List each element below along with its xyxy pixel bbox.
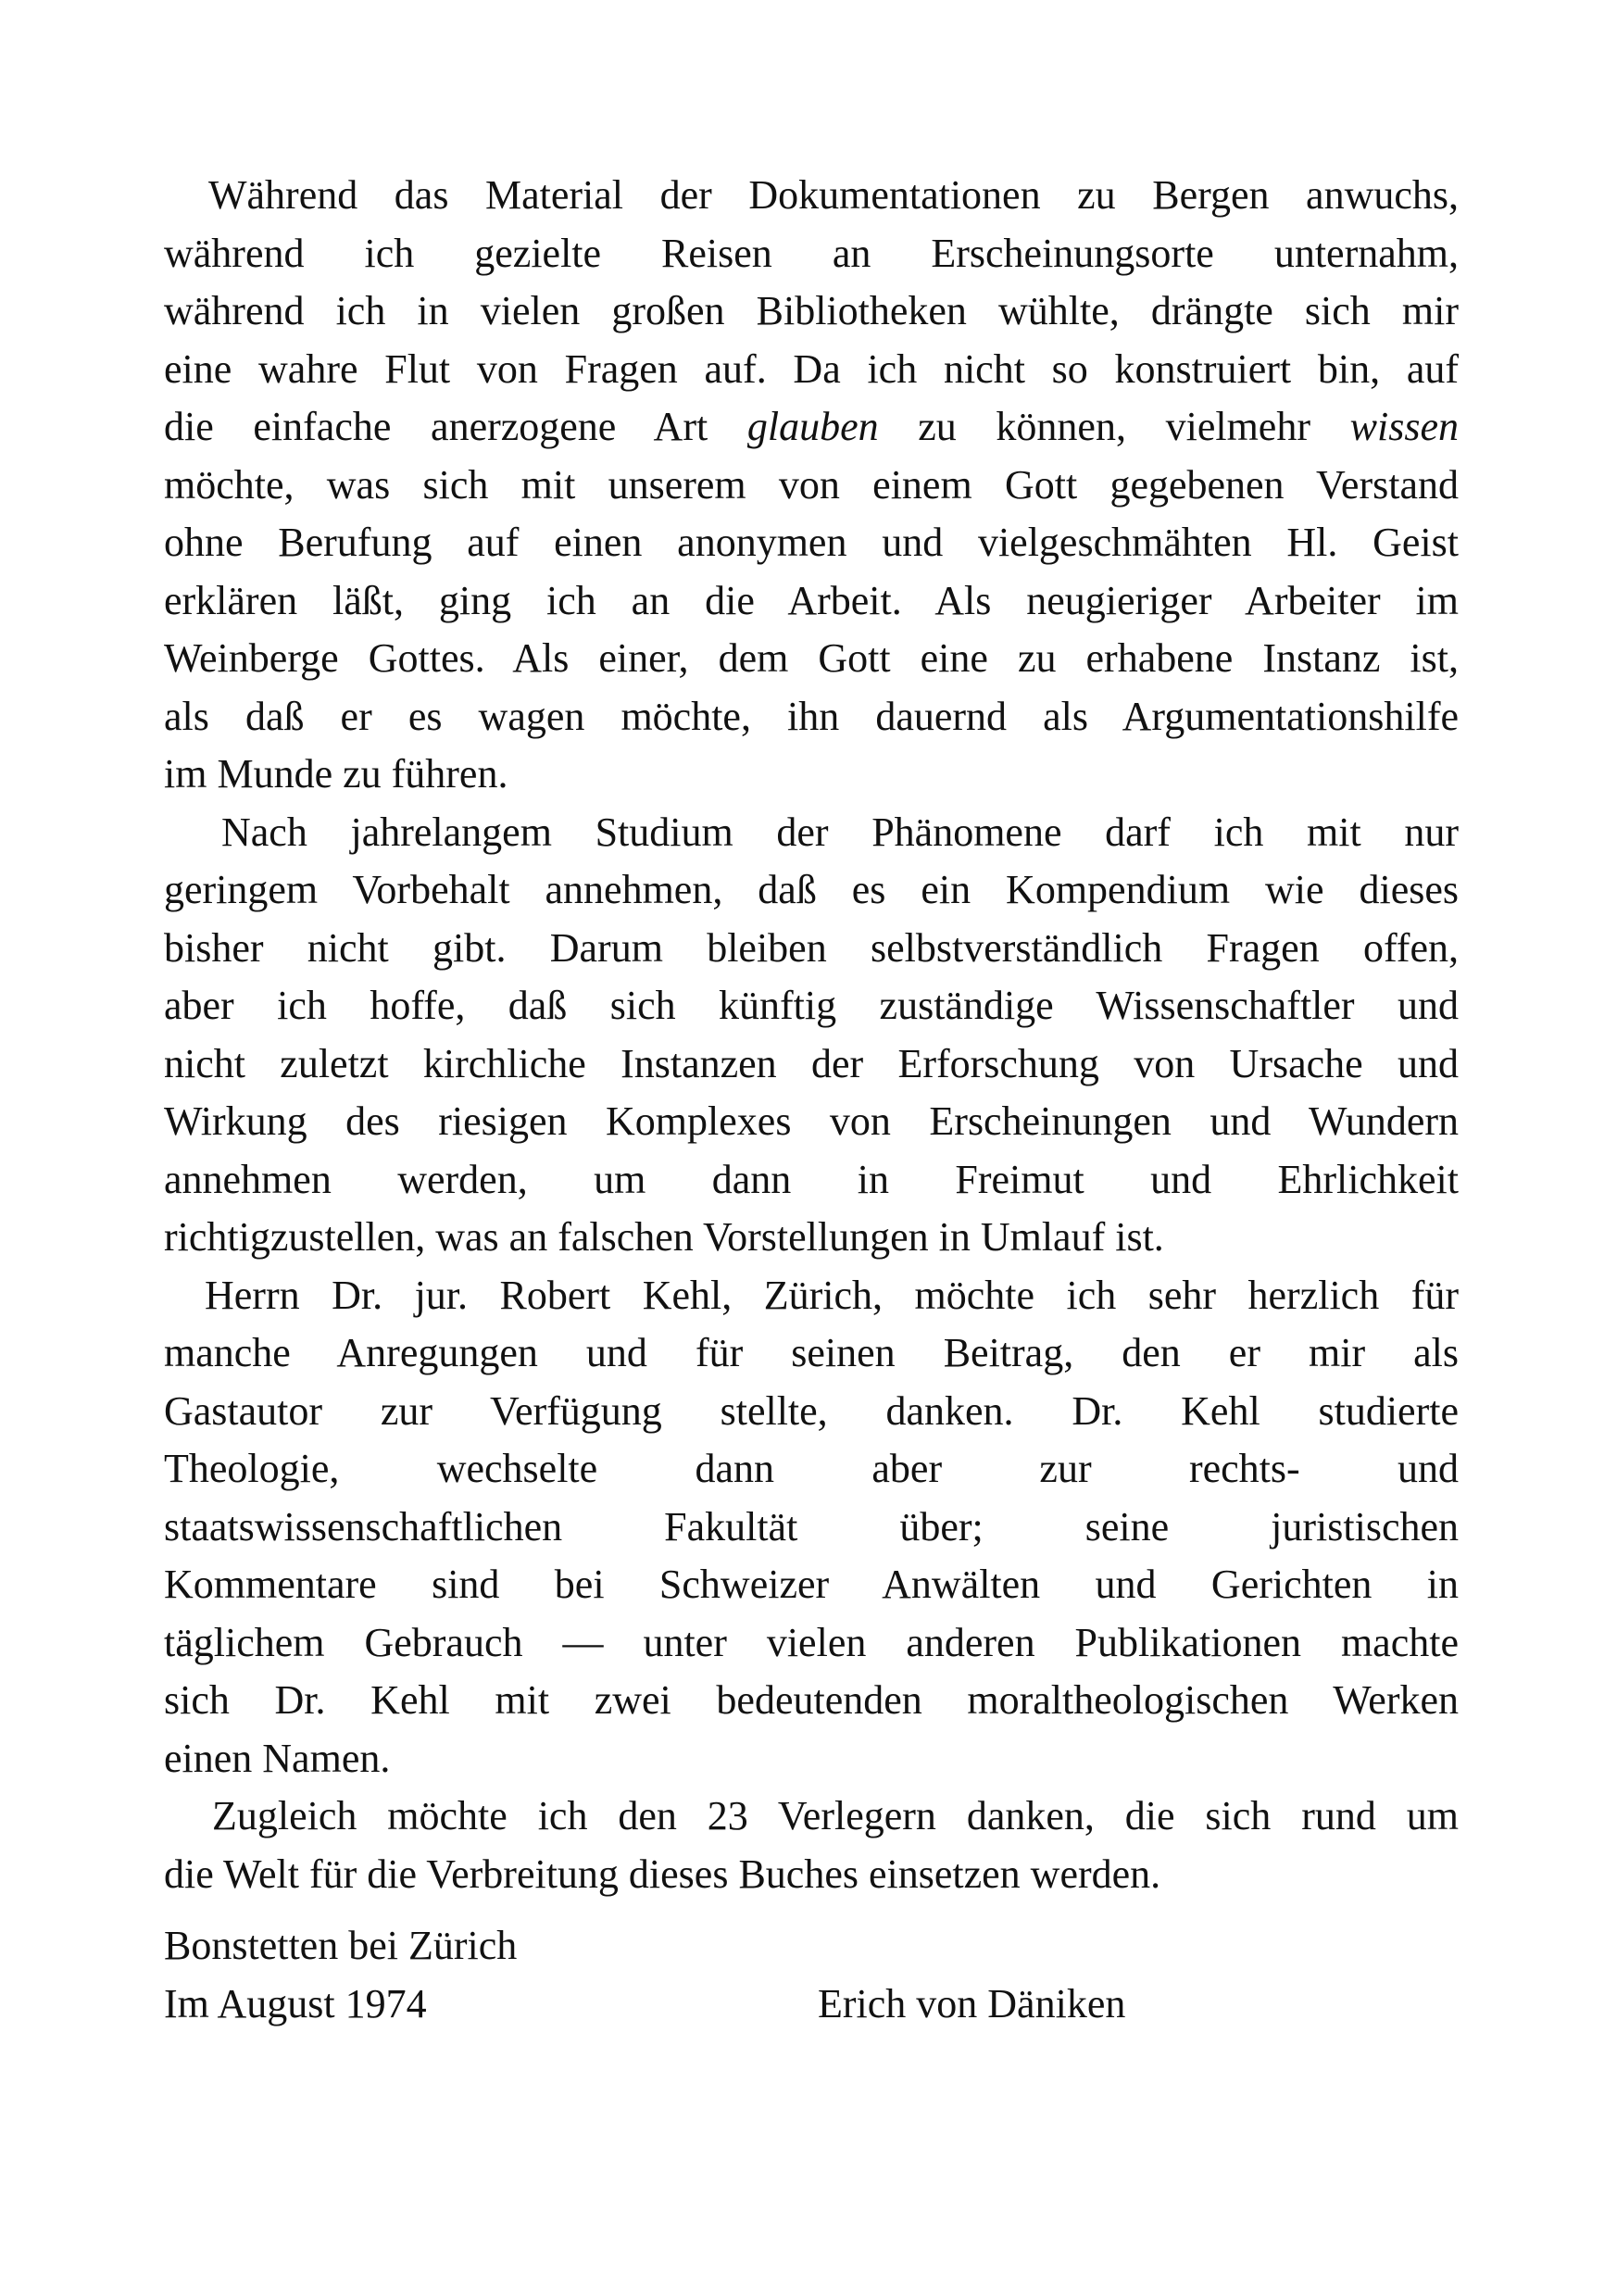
text-line: Nach jahrelangem Studium der Phänomene darf ich mit nur: [221, 809, 1459, 855]
author-signature: Erich von Däniken: [818, 1980, 1126, 2026]
text-line: Während das Material der Dokumentationen zu Bergen anwuchs,: [208, 172, 1459, 218]
emphasis-glauben: glauben: [746, 404, 879, 449]
text-line: Herrn Dr. jur. Robert Kehl, Zürich, möchte ich sehr herzlich für: [205, 1272, 1459, 1318]
text-line: bisher nicht gibt. Darum bleiben selbstverständlich Fragen offen,: [164, 924, 1459, 971]
text-line: einen Namen.: [164, 1735, 391, 1781]
text-segment: die einfache anerzogene Art: [164, 404, 747, 449]
closing-place: Bonstetten bei Zürich: [164, 1923, 518, 1968]
text-line: manche Anregungen und für seinen Beitrag, den er mir als: [164, 1330, 1459, 1375]
text-line: staatswissenschaftlichen Fakultät über; seine juristischen: [164, 1503, 1459, 1549]
text-line: aber ich hoffe, daß sich künftig zuständige Wissenschaftler und: [164, 983, 1459, 1028]
text-line: im Munde zu führen.: [164, 751, 508, 797]
text-line-with-emphasis: [164, 398, 1459, 457]
text-line: Weinberge Gottes. Als einer, dem Gott eine zu erhabene Instanz ist,: [164, 635, 1459, 681]
text-line: Theologie, wechselte dann aber zur rechts- und: [164, 1446, 1459, 1491]
text-line: sich Dr. Kehl mit zwei bedeutenden moraltheologischen Werken: [164, 1677, 1459, 1723]
text-line: nicht zuletzt kirchliche Instanzen der Erforschung von Ursache und: [164, 1040, 1459, 1086]
emphasis-wissen: wissen: [1349, 404, 1459, 449]
text-line: Gastautor zur Verfügung stellte, danken. Dr. Kehl studierte: [164, 1387, 1459, 1434]
paragraph-1: [164, 167, 1459, 804]
text-line: erklären läßt, ging ich an die Arbeit. Als neugieriger Arbeiter im: [164, 577, 1459, 623]
text-line: annehmen werden, um dann in Freimut und Ehrlichkeit: [164, 1156, 1459, 1202]
closing-date: Im August 1974: [164, 1980, 427, 2026]
text-line: Wirkung des riesigen Komplexes von Erscheinungen und Wundern: [164, 1098, 1459, 1144]
text-line: möchte, was sich mit unserem von einem Gott gegebenen Verstand: [164, 461, 1459, 508]
text-line: während ich gezielte Reisen an Erscheinungsorte unternahm,: [164, 230, 1459, 276]
text-line: eine wahre Flut von Fragen auf. Da ich nicht so konstruiert bin, auf: [164, 345, 1459, 392]
closing-block: [164, 1917, 1459, 2033]
closing-row-place: [164, 1917, 1459, 1976]
text-line: geringem Vorbehalt annehmen, daß es ein Kompendium wie dieses: [164, 867, 1459, 912]
paragraph-4: [164, 1788, 1459, 1903]
text-line: die Welt für die Verbreitung dieses Buches einsetzen werden.: [164, 1851, 1161, 1897]
text-line: als daß er es wagen möchte, ihn dauernd als Argumentationshilfe: [164, 693, 1459, 739]
text-line: täglichem Gebrauch — unter vielen anderen Publikationen machte: [164, 1619, 1459, 1665]
paragraph-2: [164, 804, 1459, 1267]
closing-row-date-author: [164, 1976, 1459, 2034]
text-line: ohne Berufung auf einen anonymen und vielgeschmähten Hl. Geist: [164, 520, 1459, 565]
body-text: [164, 167, 1459, 1903]
text-segment: zu können, vielmehr: [878, 404, 1350, 449]
text-line: Kommentare sind bei Schweizer Anwälten und Gerichten in: [164, 1562, 1459, 1607]
paragraph-3: [164, 1267, 1459, 1788]
text-line: während ich in vielen großen Bibliotheken wühlte, drängte sich mir: [164, 288, 1459, 333]
text-line: richtigzustellen, was an falschen Vorstellungen in Umlauf ist.: [164, 1214, 1164, 1260]
text-line: Zugleich möchte ich den 23 Verlegern danken, die sich rund um: [212, 1793, 1459, 1838]
